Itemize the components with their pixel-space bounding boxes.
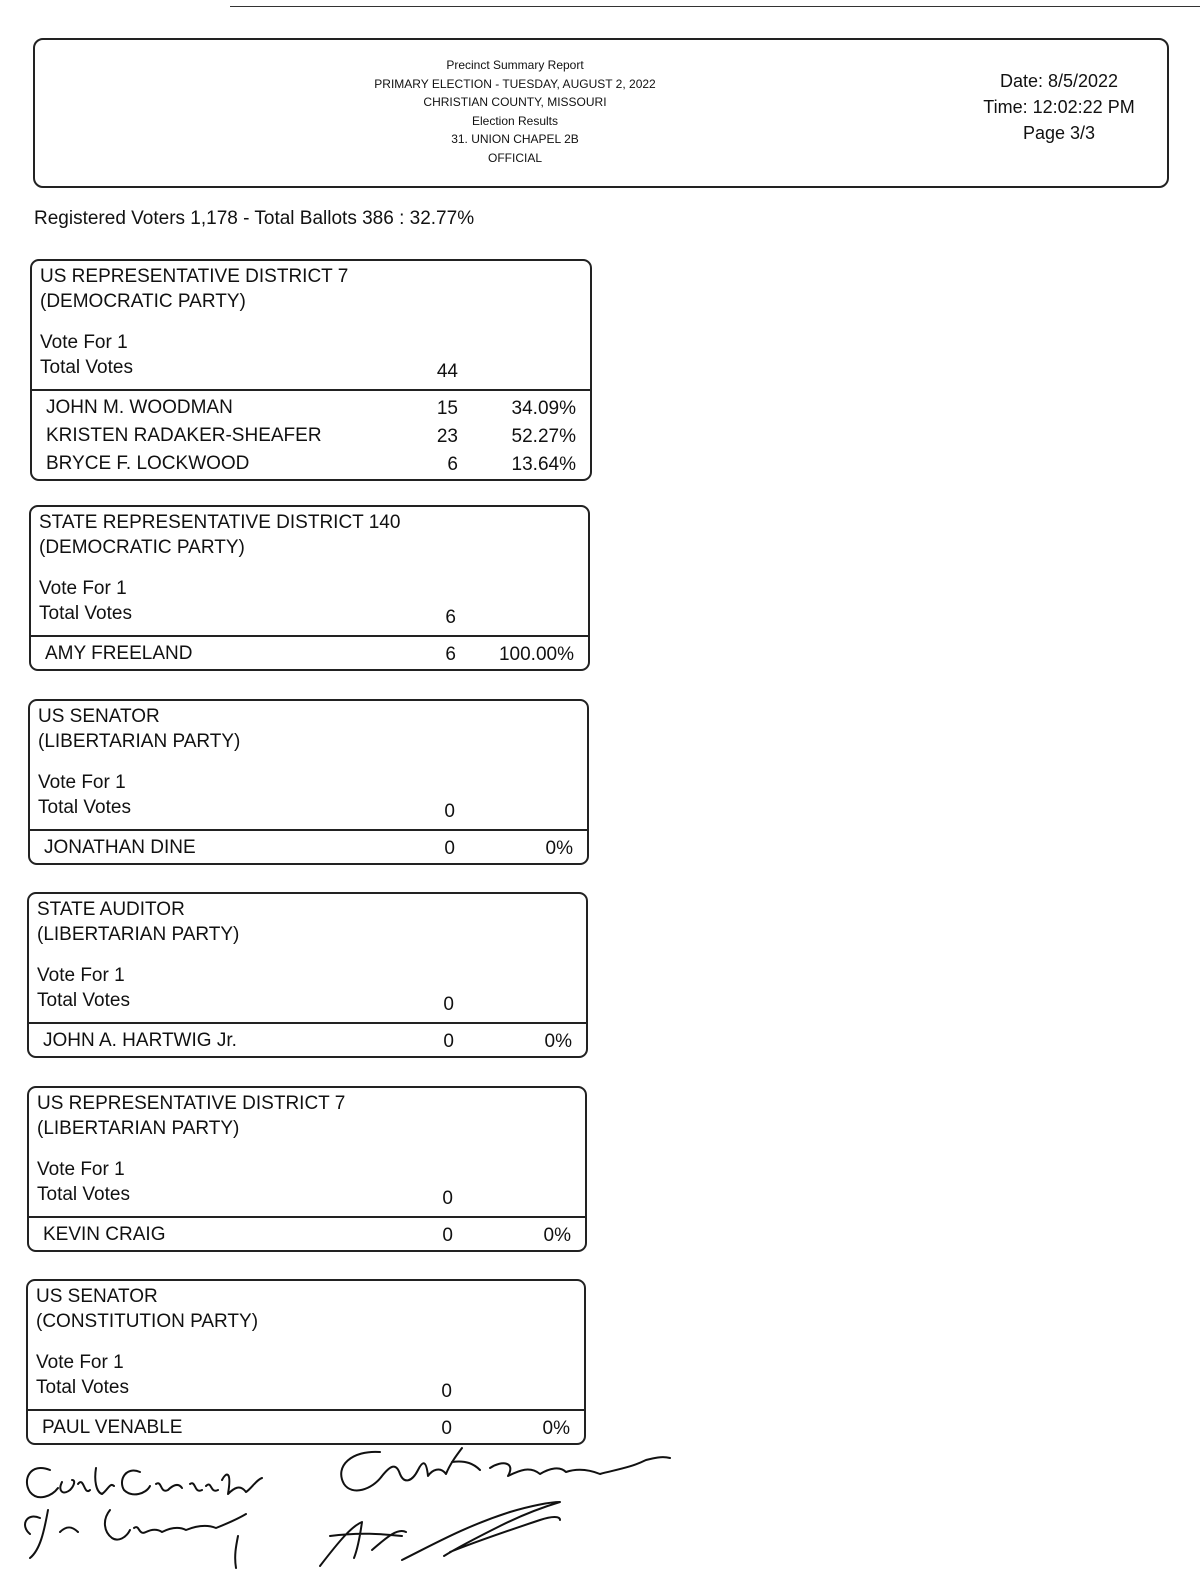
signatures-image xyxy=(0,1440,700,1574)
candidate-name: KEVIN CRAIG xyxy=(43,1224,166,1245)
vote-for-label: Vote For 1 xyxy=(39,578,127,599)
contest-box xyxy=(30,259,592,481)
candidate-row xyxy=(32,419,590,447)
candidate-name: PAUL VENABLE xyxy=(42,1417,183,1438)
contest-header xyxy=(31,507,588,637)
candidate-name: JONATHAN DINE xyxy=(44,837,196,858)
contest-box xyxy=(29,505,590,671)
contest-office: US SENATOR xyxy=(38,706,160,727)
contest-party: (DEMOCRATIC PARTY) xyxy=(40,291,246,312)
signature-3 xyxy=(25,1510,246,1568)
candidate-percent: 34.09% xyxy=(511,398,576,419)
candidate-votes: 0 xyxy=(444,838,455,859)
candidate-name: KRISTEN RADAKER-SHEAFER xyxy=(46,425,322,446)
total-votes-value: 0 xyxy=(444,801,455,822)
candidate-row xyxy=(32,447,590,475)
candidate-name: BRYCE F. LOCKWOOD xyxy=(46,453,250,474)
candidate-percent: 0% xyxy=(542,1418,570,1439)
total-votes-label: Total Votes xyxy=(38,797,131,818)
contest-office: STATE AUDITOR xyxy=(37,899,185,920)
candidate-percent: 0% xyxy=(545,838,573,859)
report-date: Date: 8/5/2022 xyxy=(999,71,1119,91)
report-meta xyxy=(959,68,1159,146)
candidate-list xyxy=(28,1411,584,1443)
contest-header xyxy=(30,701,587,831)
total-votes-label: Total Votes xyxy=(39,603,132,624)
total-votes-label: Total Votes xyxy=(37,990,130,1011)
candidate-row xyxy=(30,831,587,859)
candidate-name: JOHN M. WOODMAN xyxy=(46,397,233,418)
signature-1 xyxy=(27,1468,262,1497)
official-label: OFFICIAL xyxy=(487,150,542,165)
vote-for-label: Vote For 1 xyxy=(37,1159,125,1180)
contest-party: (LIBERTARIAN PARTY) xyxy=(38,731,241,752)
contest-header xyxy=(29,894,586,1024)
report-time: Time: 12:02:22 PM xyxy=(983,97,1135,117)
turnout-summary: Registered Voters 1,178 - Total Ballots 386 : 32.77% xyxy=(34,208,475,229)
candidate-votes: 0 xyxy=(441,1418,452,1439)
report-title-block xyxy=(315,56,715,168)
vote-for-label: Vote For 1 xyxy=(36,1352,124,1373)
total-votes-value: 0 xyxy=(443,994,454,1015)
contest-office: US REPRESENTATIVE DISTRICT 7 xyxy=(40,266,349,287)
vote-for-label: Vote For 1 xyxy=(38,772,126,793)
candidate-votes: 6 xyxy=(447,454,458,475)
report-header xyxy=(33,38,1169,188)
contest-office: US REPRESENTATIVE DISTRICT 7 xyxy=(37,1093,346,1114)
candidate-percent: 100.00% xyxy=(498,644,574,665)
candidate-list xyxy=(29,1024,586,1056)
contest-party: (LIBERTARIAN PARTY) xyxy=(37,924,240,945)
candidate-list xyxy=(30,831,587,863)
vote-for-label: Vote For 1 xyxy=(40,332,128,353)
candidate-votes: 0 xyxy=(442,1225,453,1246)
report-page: Page 3/3 xyxy=(1022,123,1096,143)
top-scan-line xyxy=(230,6,1200,7)
county-name: CHRISTIAN COUNTY, MISSOURI xyxy=(423,95,607,110)
signature-4 xyxy=(320,1502,560,1566)
candidate-row xyxy=(28,1411,584,1439)
contest-header xyxy=(29,1088,585,1218)
contest-header xyxy=(28,1281,584,1411)
election-name: PRIMARY ELECTION - TUESDAY, AUGUST 2, 2022 xyxy=(374,76,656,91)
contest-box xyxy=(27,1086,587,1252)
contest-office: STATE REPRESENTATIVE DISTRICT 140 xyxy=(39,512,401,533)
candidate-row xyxy=(29,1218,585,1246)
candidate-row xyxy=(31,637,588,665)
candidate-row xyxy=(29,1024,586,1052)
contest-party: (DEMOCRATIC PARTY) xyxy=(39,537,245,558)
candidate-row xyxy=(32,391,590,419)
total-votes-value: 44 xyxy=(436,361,458,382)
contest-box xyxy=(28,699,589,865)
total-votes-value: 0 xyxy=(442,1188,453,1209)
precinct-name: 31. UNION CHAPEL 2B xyxy=(451,132,579,147)
vote-for-label: Vote For 1 xyxy=(37,965,125,986)
candidate-percent: 52.27% xyxy=(511,426,576,447)
total-votes-label: Total Votes xyxy=(36,1377,129,1398)
contest-box xyxy=(26,1279,586,1445)
candidate-percent: 0% xyxy=(543,1225,571,1246)
candidate-name: JOHN A. HARTWIG Jr. xyxy=(43,1030,237,1051)
contest-party: (LIBERTARIAN PARTY) xyxy=(37,1118,240,1139)
report-title: Precinct Summary Report xyxy=(446,58,584,72)
contest-box xyxy=(27,892,588,1058)
total-votes-label: Total Votes xyxy=(37,1184,130,1205)
candidate-list xyxy=(32,391,590,479)
contest-office: US SENATOR xyxy=(36,1286,158,1307)
total-votes-value: 0 xyxy=(441,1381,452,1402)
signature-2 xyxy=(341,1448,670,1490)
candidate-list xyxy=(29,1218,585,1250)
candidate-percent: 0% xyxy=(544,1031,572,1052)
candidate-name: AMY FREELAND xyxy=(45,643,193,664)
results-label: Election Results xyxy=(471,113,559,128)
candidate-votes: 6 xyxy=(445,644,456,665)
contest-party: (CONSTITUTION PARTY) xyxy=(36,1311,259,1332)
contest-header xyxy=(32,261,590,391)
total-votes-value: 6 xyxy=(445,607,456,628)
total-votes-label: Total Votes xyxy=(40,357,133,378)
candidate-percent: 13.64% xyxy=(511,454,576,475)
candidate-list xyxy=(31,637,588,669)
candidate-votes: 23 xyxy=(436,426,458,447)
candidate-votes: 0 xyxy=(443,1031,454,1052)
candidate-votes: 15 xyxy=(436,398,458,419)
